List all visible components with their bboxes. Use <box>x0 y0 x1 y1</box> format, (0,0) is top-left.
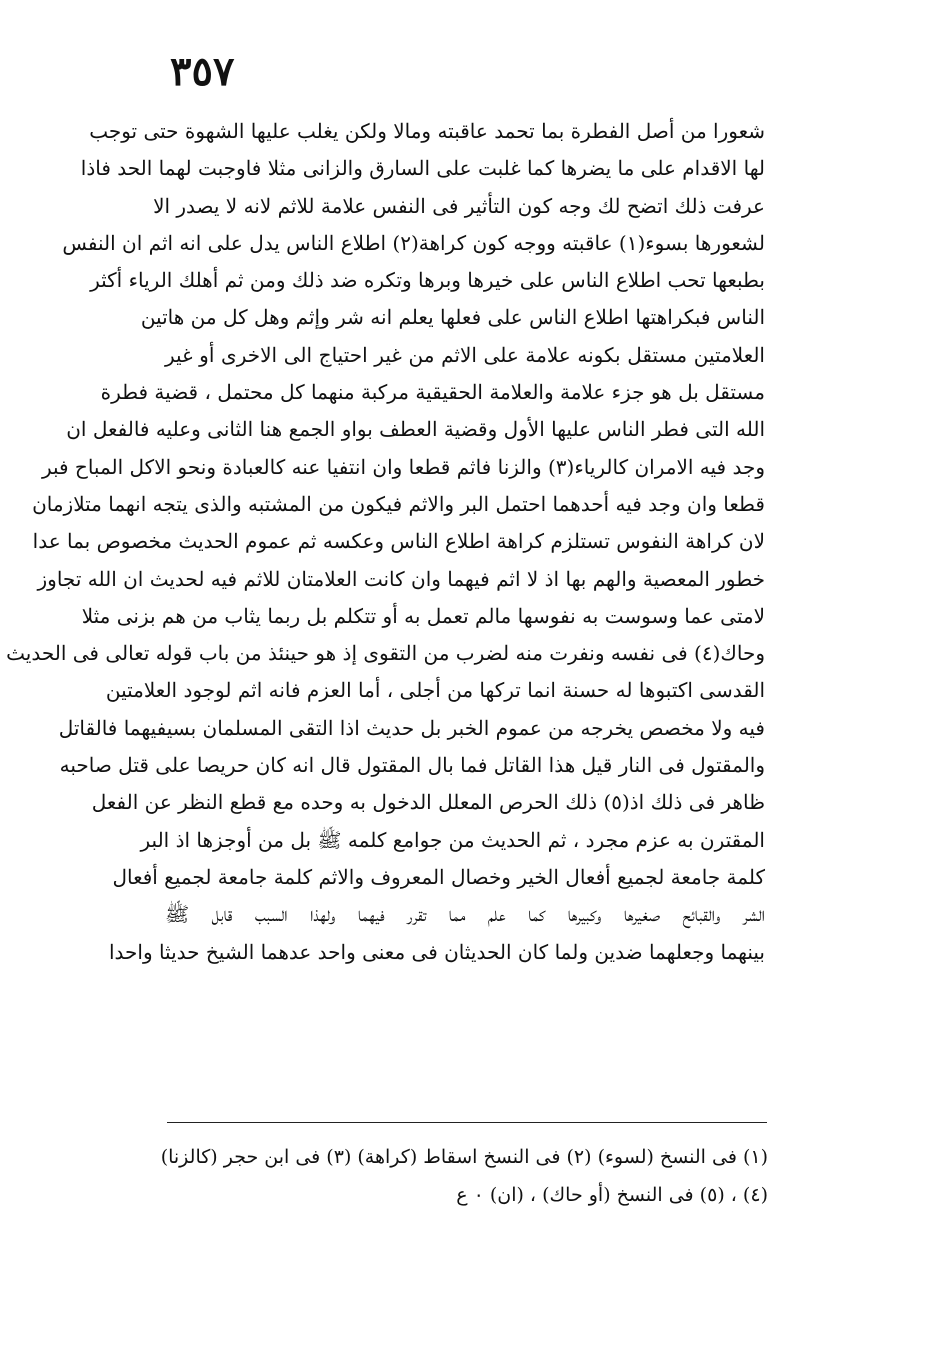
text-line: العلامتين مستقل بكونه علامة على الاثم من غير احتياج الى الاخرى أو غير <box>165 342 765 367</box>
text-line: المقترن به عزم مجرد ، ثم الحديث من جوامع كلمه ﷺ بل من أوجزها اذ البر <box>140 827 765 852</box>
text-line: وحاك(٤) فى نفسه ونفرت منه لضرب من التقوى إذ هو حينئذ من باب قوله تعالى فى الحديث <box>6 641 765 666</box>
text-line: القدسى اكتبوها له حسنة انما تركها من أجلى ، أما العزم فانه اثم لوجود العلامتين <box>105 678 765 703</box>
text-line: خطور المعصية والهم بها اذ لا اثم فيهما وان كانت العلامتان للاثم فيه لحديث ان الله تجاوز <box>37 566 765 591</box>
footnote-divider <box>167 1122 767 1123</box>
text-line: لشعورها بسوء(١) عاقبته ووجه كون كراهة(٢) اطلاع الناس يدل على انه اثم ان النفس <box>62 230 765 255</box>
page-number: ٣٥٧ <box>170 48 235 95</box>
main-text <box>6 113 765 971</box>
text-line: الناس فبكراهتها اطلاع الناس على فعلها يعلم انه شر وإثم وهل كل من هاتين <box>140 305 765 330</box>
text-line: لان كراهة النفوس تستلزم كراهة اطلاع الناس وعكسه ثم عموم الحديث مخصوص بما عدا <box>32 529 765 554</box>
text-line: قطعا وان وجد فيه أحدهما احتمل البر والاثم فيكون من المشتبه والذى يتجه انهما متلازمان <box>32 491 765 516</box>
text-line: فيه ولا مخصص يخرجه من عموم الخبر بل حديث اذا التقى المسلمان بسيفيهما فالقاتل <box>58 715 765 740</box>
text-line: عرفت ذلك اتضح لك وجه كون التأثير فى النفس علامة للاثم لانه لا يصدر الا <box>153 193 765 218</box>
footnote-line: (١) فى النسخ (لسوء) (٢) فى النسخ اسقاط (كراهة) (٣) فى ابن حجر (كالزنا) <box>160 1146 768 1168</box>
text-line: وجد فيه الامران كالرياء(٣) والزنا فاثم قطعا وان انتفيا عنه كالعبادة ونحو الاكل المباح فبر <box>41 454 765 479</box>
text-line: لها الاقدام على ما يضرها كما غلبت على السارق والزانى مثلا فاوجبت لهما الحد فاذا <box>80 156 765 181</box>
footnotes <box>160 1138 768 1214</box>
text-line: ظاهر فى ذلك اذ(٥) ذلك الحرص المعلل الدخول به وحده مع قطع النظر عن الفعل <box>91 790 765 815</box>
text-line: والمقتول فى النار قيل هذا القاتل فما بال المقتول قال انه كان حريصا على قتل صاحبه <box>59 753 765 778</box>
text-line: بينهما وجعلهما ضدين ولما كان الحديثان فى معنى واحد عدهما الشيخ حديثا واحدا <box>108 939 765 964</box>
text-line: بطبعها تحب اطلاع الناس على خيرها وبرها وتكره ضد ذلك ومن ثم أهلك الرياء أكثر <box>90 268 765 293</box>
text-line: مستقل بل هو جزء علامة والعلامة الحقيقية مركبة منهما كل محتمل ، قضية فطرة <box>100 380 765 405</box>
text-line: لامتى عما وسوست به نفوسها مالم تعمل به أو تتكلم بل ربما يثاب من هم بزنى مثلا <box>81 603 765 628</box>
text-line: كلمة جامعة لجميع أفعال الخير وخصال المعروف والاثم كلمة جامعة لجميع أفعال <box>112 864 765 889</box>
footnote-line: (٤) ، (٥) فى النسخ (أو حاك) ، (ان) ۰ ع <box>456 1184 768 1206</box>
text-line: الشر والقبائح صغيرها وكبيرها كما علم مما تقرر فيهما ولهذا السبب قابل ﷺ <box>165 902 765 927</box>
text-line: شعورا من أصل الفطرة بما تحمد عاقبته ومالا ولكن يغلب عليها الشهوة حتى توجب <box>89 119 765 143</box>
text-line: الله التى فطر الناس عليها الأول وقضية العطف بواو الجمع هنا الثانى وعليه فالفعل ان <box>66 417 765 442</box>
